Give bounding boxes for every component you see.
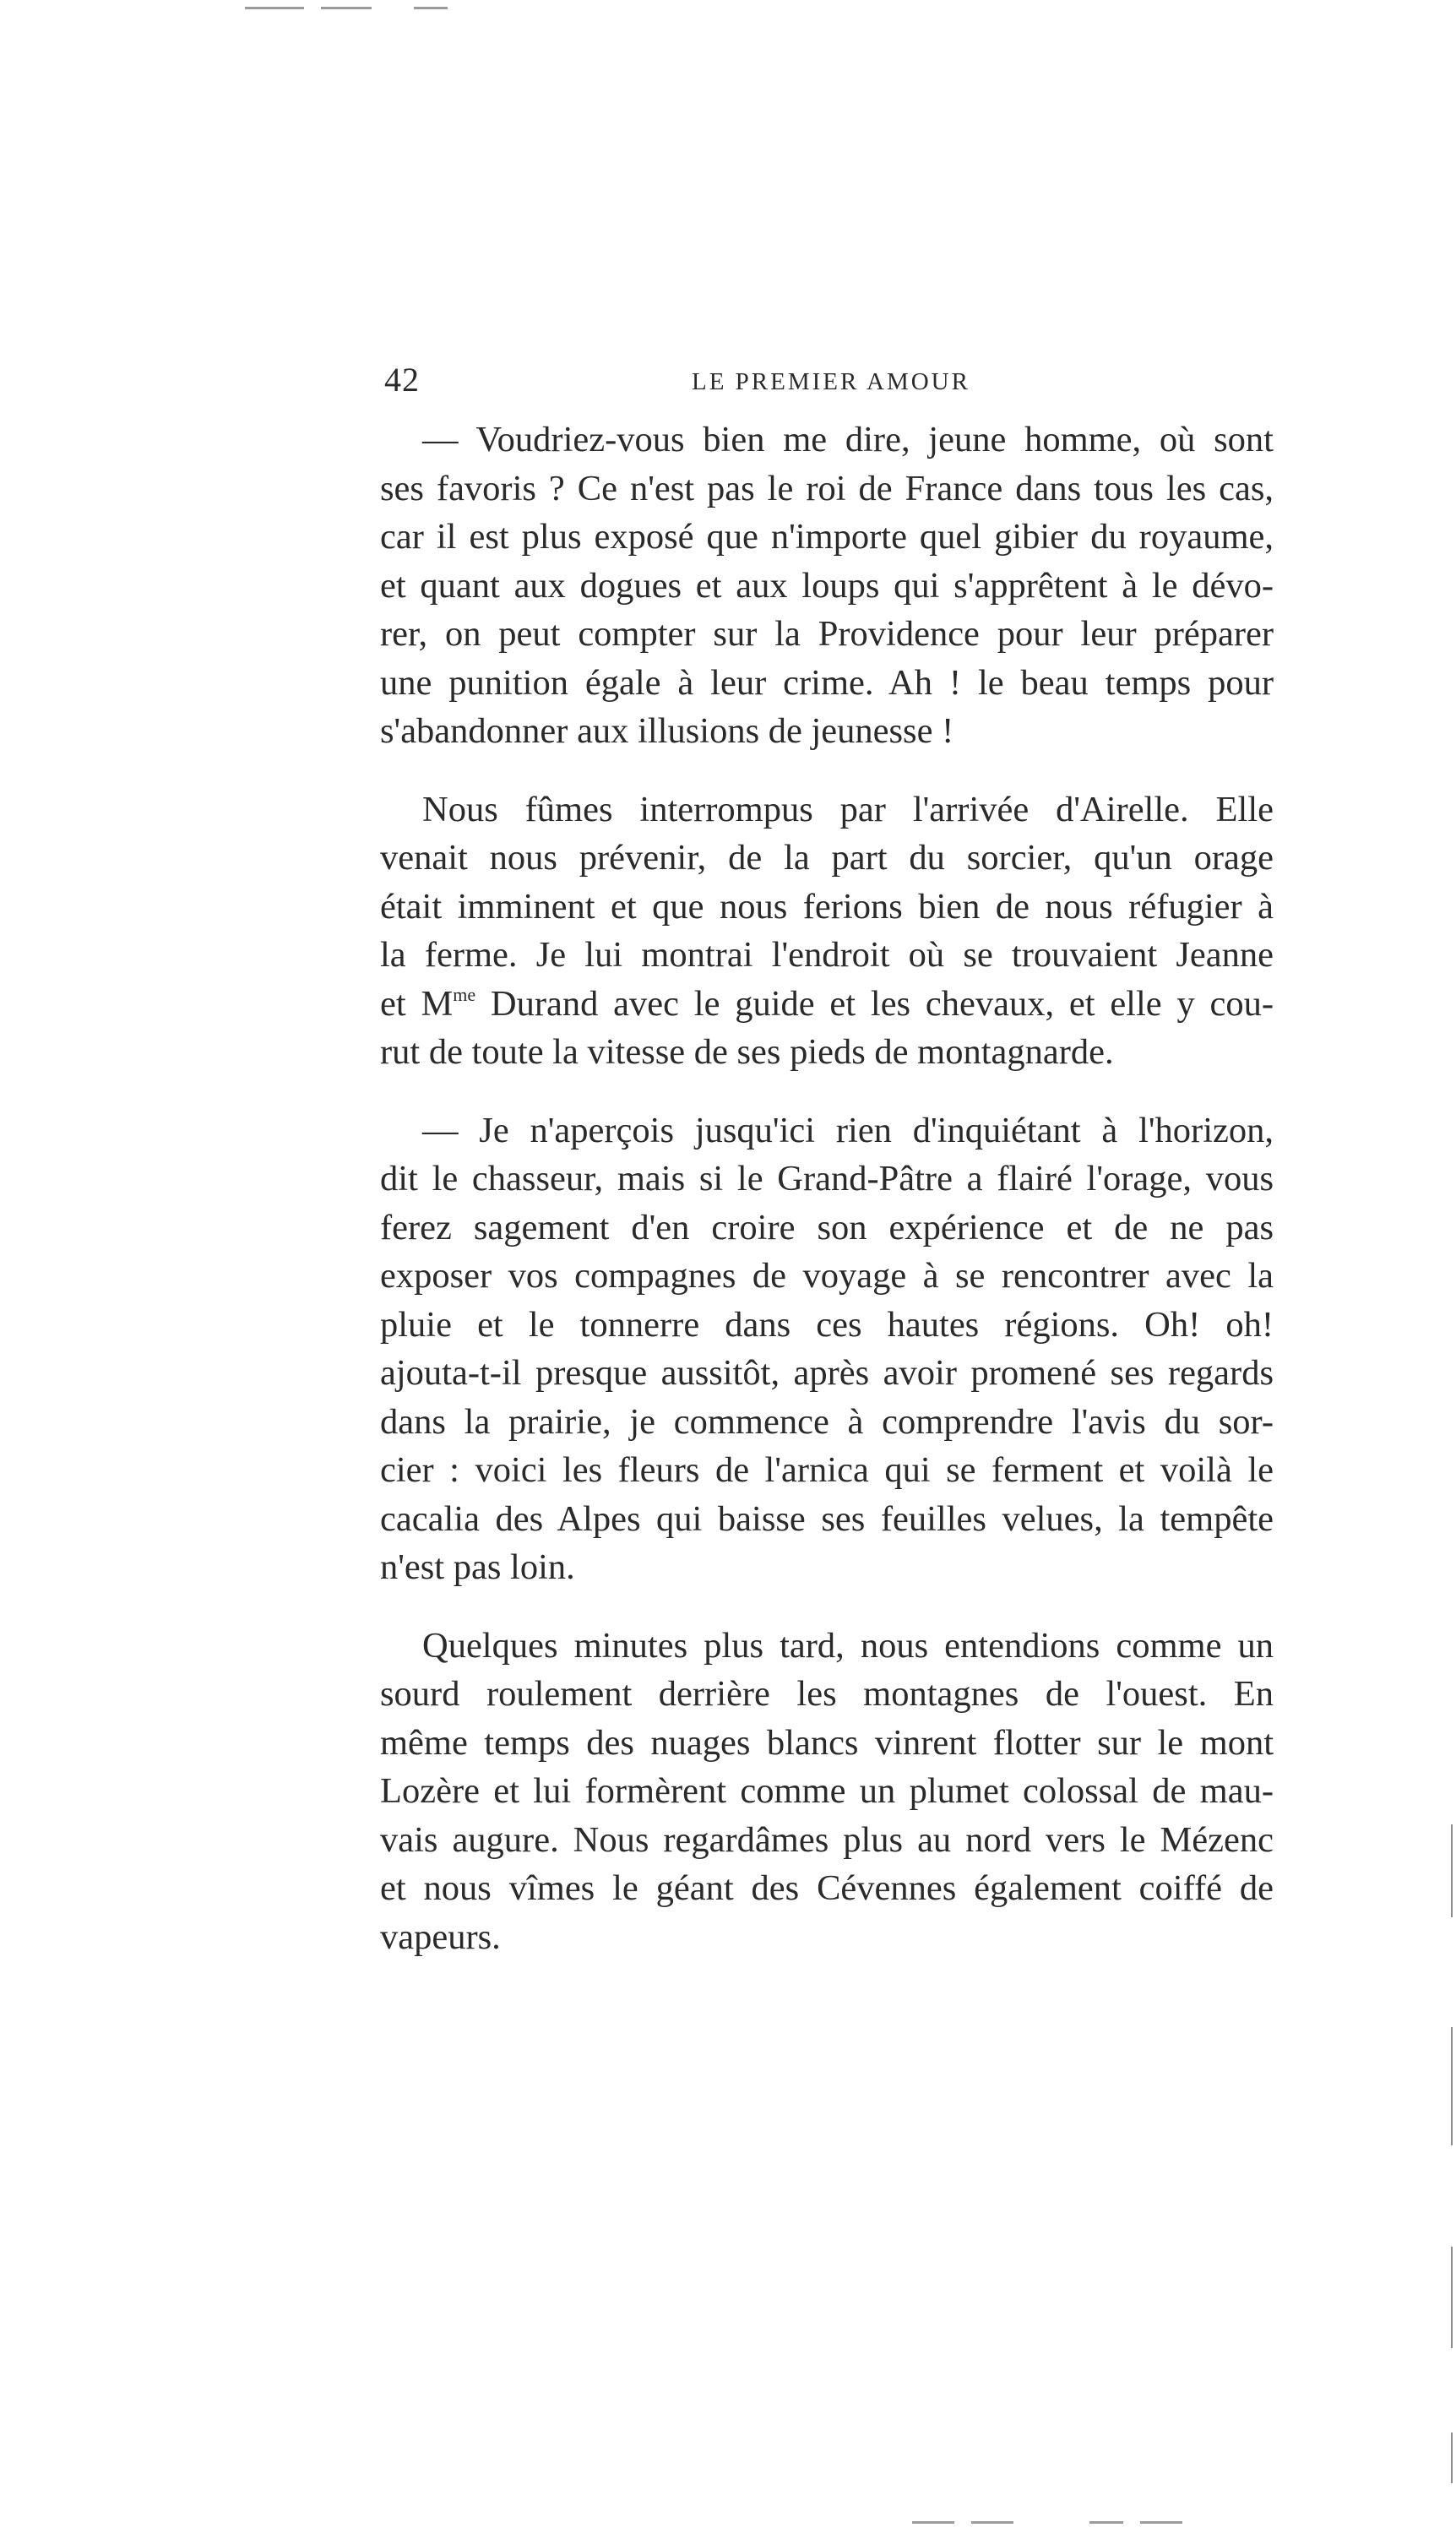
scan-artifact-top-dash	[414, 7, 448, 9]
text-line: et quant aux dogues et aux loups qui s'apprêtent à le dévo-	[380, 565, 1274, 606]
text-line: dit le chasseur, mais si le Grand-Pâtre a flairé l'orage, vous	[380, 1159, 1274, 1199]
paragraph	[380, 1622, 1274, 1962]
paragraph	[380, 1106, 1274, 1592]
text-line: ferez sagement d'en croire son expérience et de ne pas	[380, 1207, 1274, 1247]
text-fragment: Durand avec le guide et les chevaux, et elle y cou-	[475, 983, 1274, 1024]
text-line: — Voudriez-vous bien me dire, jeune homme, où sont	[422, 420, 1274, 459]
text-line: venait nous prévenir, de la part du sorcier, qu'un orage	[380, 838, 1274, 878]
running-title: LE PREMIER AMOUR	[692, 368, 970, 395]
text-line: pluie et le tonnerre dans ces hautes régions. Oh! oh!	[380, 1304, 1274, 1345]
text-line: Nous fûmes interrompus par l'arrivée d'Airelle. Elle	[422, 789, 1274, 829]
page-number: 42	[384, 361, 420, 399]
scan-artifact-bottom-dash	[912, 2521, 954, 2524]
text-line: rer, on peut compter sur la Providence pour leur préparer	[380, 614, 1274, 654]
text-line: était imminent et que nous ferions bien de nous réfugier à	[380, 886, 1274, 927]
text-line: Quelques minutes plus tard, nous entendions comme un	[422, 1625, 1274, 1666]
text-line: car il est plus exposé que n'importe quel gibier du royaume,	[380, 517, 1274, 557]
scan-artifact-bottom-dash	[1140, 2521, 1182, 2524]
scan-artifact-edge-line	[1451, 2027, 1453, 2145]
text-line: cier : voici les fleurs de l'arnica qui se ferment et voilà le	[380, 1450, 1274, 1490]
scan-artifact-top-dash	[245, 7, 304, 9]
text-line: ajouta-t-il presque aussitôt, après avoir promené ses regards	[380, 1353, 1274, 1393]
paragraph	[380, 785, 1274, 1077]
text-line: vapeurs.	[380, 1916, 501, 1957]
scan-artifact-edge-line	[1451, 2432, 1453, 2483]
superscript-abbreviation: me	[453, 983, 476, 1005]
body-text	[380, 416, 1274, 1961]
text-line: rut de toute la vitesse de ses pieds de montagnarde.	[380, 1032, 1114, 1072]
text-line: et nous vîmes le géant des Cévennes également coiffé de	[380, 1868, 1274, 1908]
text-line: s'abandonner aux illusions de jeunesse !	[380, 711, 954, 751]
text-line: exposer vos compagnes de voyage à se rencontrer avec la	[380, 1256, 1274, 1296]
text-line: cacalia des Alpes qui baisse ses feuilles velues, la tempête	[380, 1498, 1274, 1539]
text-line: n'est pas loin.	[380, 1547, 575, 1587]
text-line: ses favoris ? Ce n'est pas le roi de France dans tous les cas,	[380, 468, 1274, 508]
scan-artifact-edge-line	[1451, 2247, 1453, 2348]
text-line	[380, 980, 1274, 1029]
text-line: même temps des nuages blancs vinrent flotter sur le mont	[380, 1722, 1274, 1763]
text-line: sourd roulement derrière les montagnes de l'ouest. En	[380, 1674, 1274, 1714]
paragraph	[380, 416, 1274, 756]
text-line: une punition égale à leur crime. Ah ! le beau temps pour	[380, 662, 1274, 703]
scan-artifact-edge-line	[1451, 1824, 1453, 1917]
text-line: — Je n'aperçois jusqu'ici rien d'inquiétant à l'horizon,	[422, 1110, 1274, 1150]
text-line: dans la prairie, je commence à comprendre l'avis du sor-	[380, 1401, 1274, 1442]
text-line: Lozère et lui formèrent comme un plumet colossal de mau-	[380, 1771, 1274, 1811]
scan-artifact-bottom-dash	[971, 2521, 1013, 2524]
text-fragment: et M	[380, 983, 454, 1024]
text-line: la ferme. Je lui montrai l'endroit où se trouvaient Jeanne	[380, 935, 1274, 975]
page-header	[384, 359, 1274, 401]
text-line: vais augure. Nous regardâmes plus au nord vers le Mézenc	[380, 1819, 1274, 1860]
scan-artifact-top-dash	[321, 7, 372, 9]
scan-artifact-bottom-dash	[1089, 2521, 1123, 2524]
